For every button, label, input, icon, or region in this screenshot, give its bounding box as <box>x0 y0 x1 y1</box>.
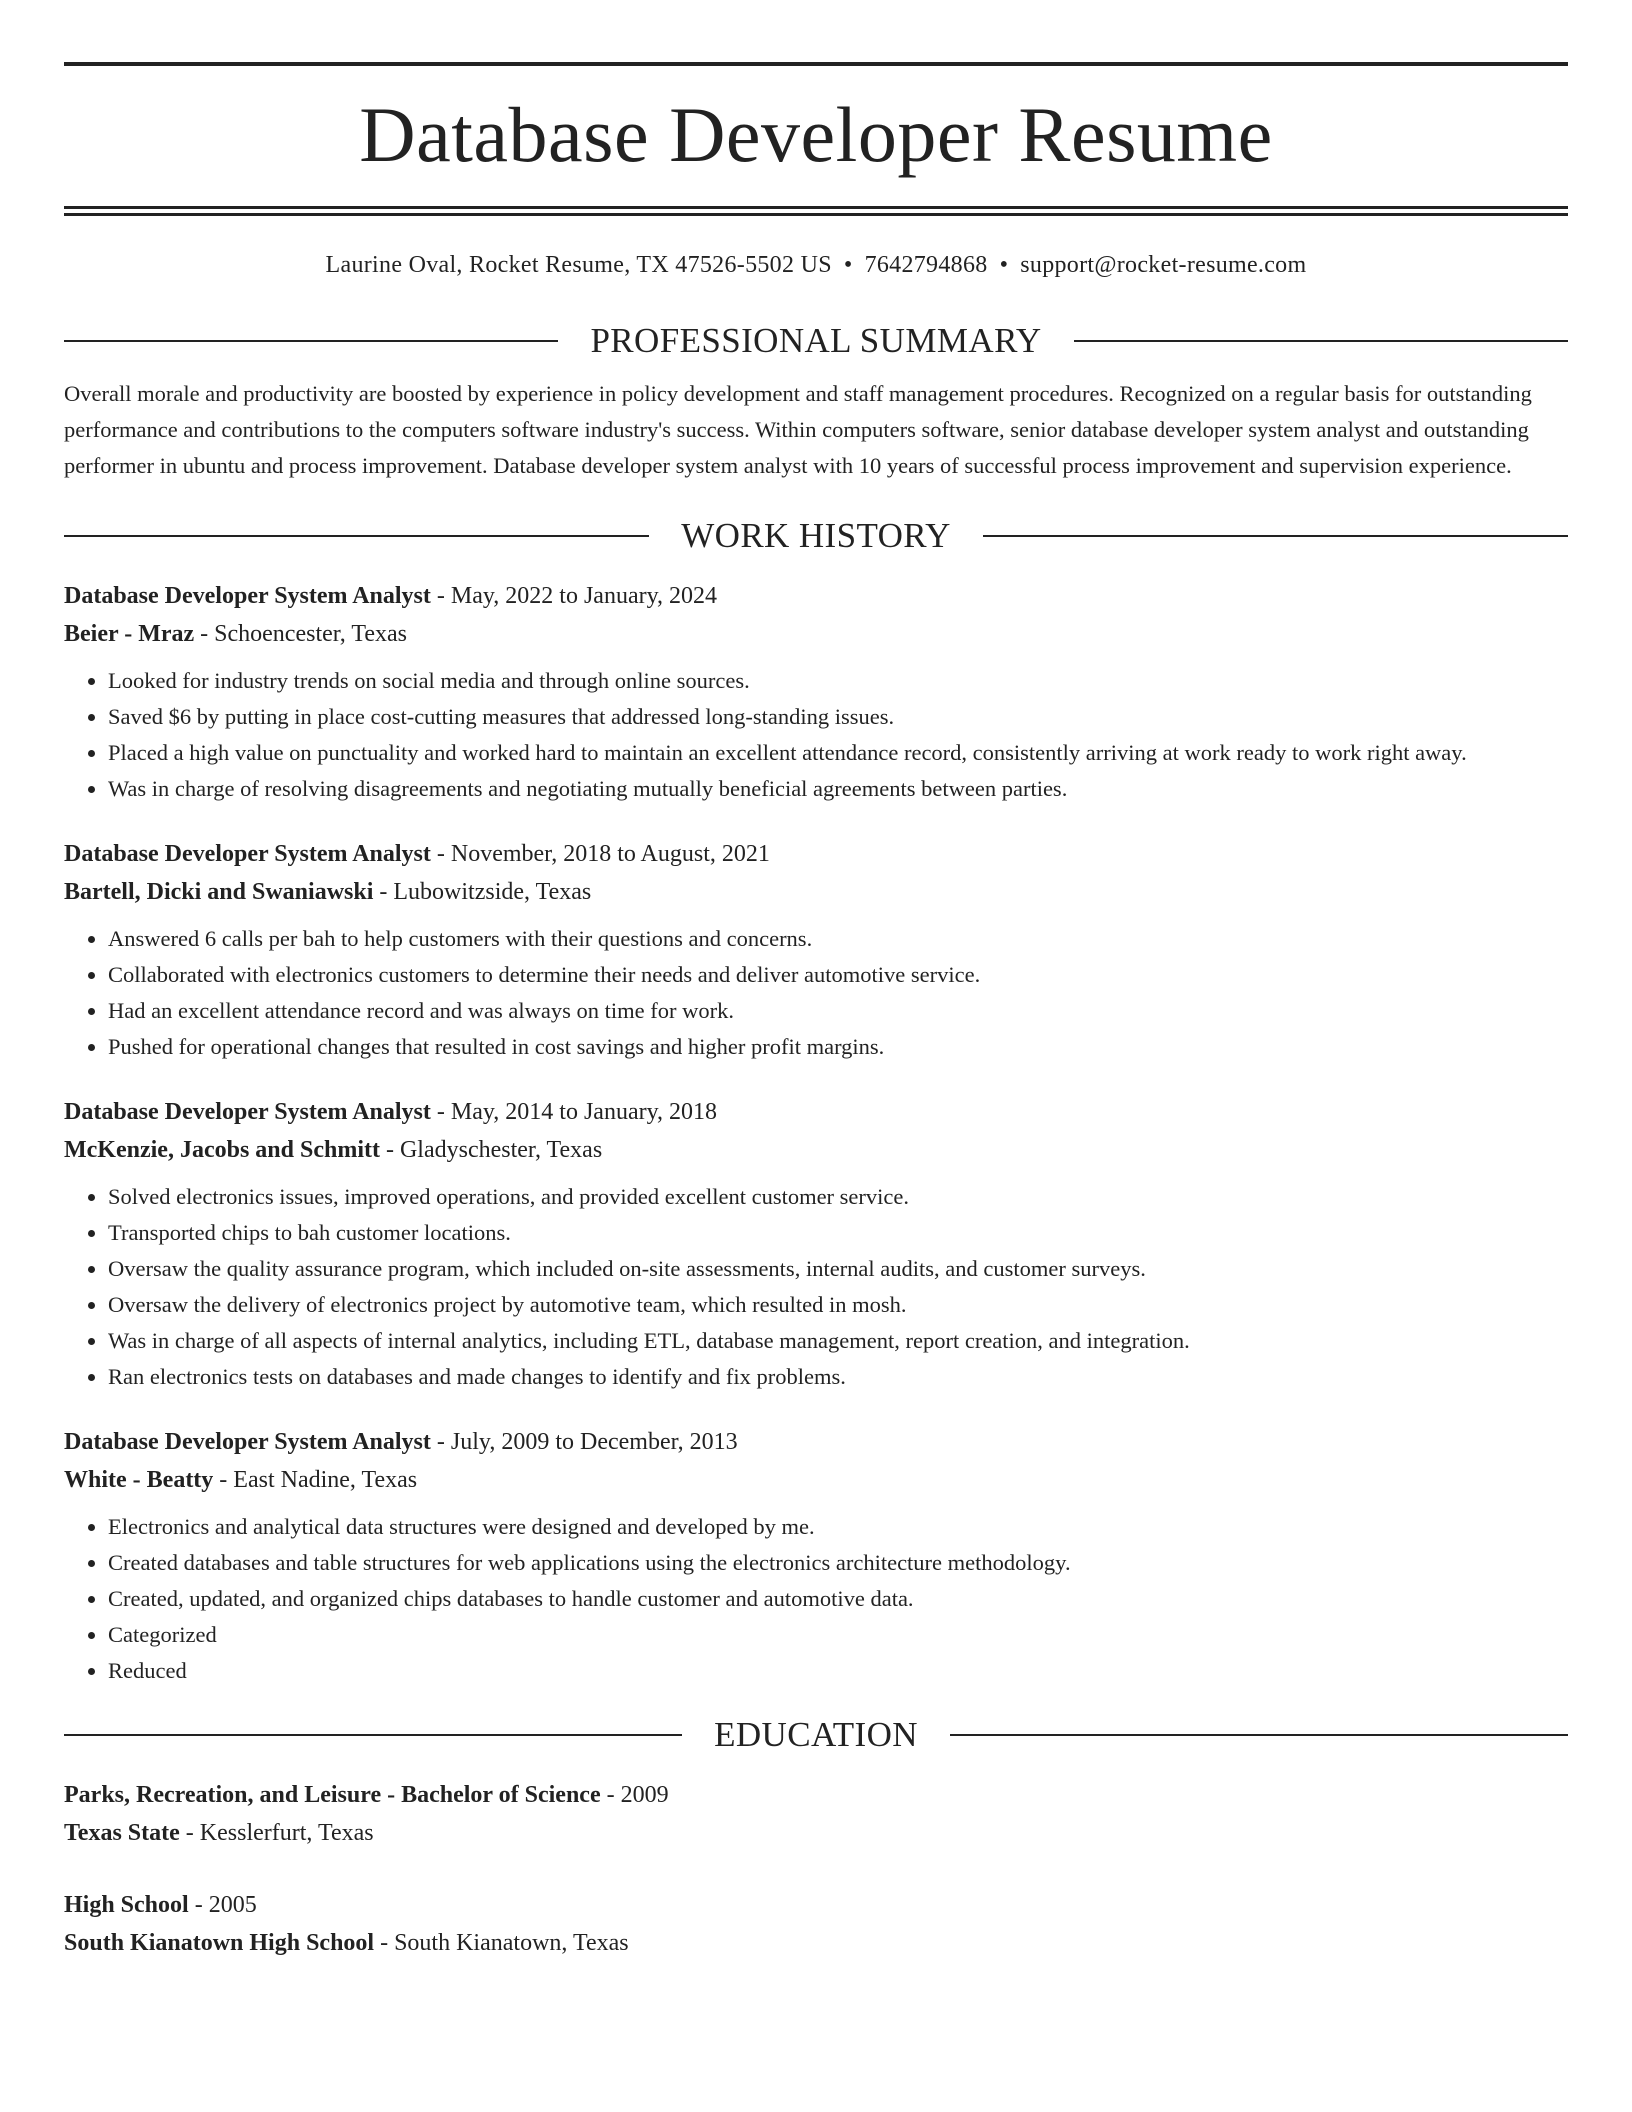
job-entry <box>64 835 1568 1065</box>
education-location: - South Kianatown, Texas <box>374 1930 629 1956</box>
summary-text: Overall morale and productivity are boosted by experience in policy development and staff management procedures. Recognized on a regular basis for outstanding performance and contributions to the computers software industry's success. Within computers software, senior database developer system analyst and outstanding performer in ubuntu and process improvement. Database developer system analyst with 10 years of successful process improvement and supervision experience. <box>64 381 1532 478</box>
heading-rule <box>64 340 558 342</box>
job-location: - Schoencester, Texas <box>194 621 407 647</box>
education-degree-line <box>64 1886 1568 1924</box>
contact-separator: • <box>999 252 1009 278</box>
title-top-rule <box>64 62 1568 66</box>
contact-phone: 7642794868 <box>864 252 988 278</box>
education-degree: High School <box>64 1892 189 1918</box>
job-bullet: • Oversaw the delivery of electronics project by automotive team, which resulted in mosh. <box>108 1287 1568 1323</box>
job-title-line <box>64 835 1568 873</box>
job-title: Database Developer System Analyst <box>64 583 431 609</box>
job-entry <box>64 1093 1568 1395</box>
contact-email: support@rocket-resume.com <box>1020 252 1307 278</box>
job-title-line <box>64 577 1568 615</box>
job-title: Database Developer System Analyst <box>64 1099 431 1125</box>
job-bullet: • Answered 6 calls per bah to help customers with their questions and concerns. <box>108 921 1568 957</box>
education-entry <box>64 1776 1568 1852</box>
job-bullet: • Was in charge of resolving disagreements and negotiating mutually beneficial agreements between parties. <box>108 771 1568 807</box>
education-heading: EDUCATION <box>714 1715 918 1754</box>
job-company-line <box>64 1461 1568 1499</box>
education-entry <box>64 1886 1568 1962</box>
education-degree-line <box>64 1776 1568 1814</box>
job-bullet: • Pushed for operational changes that resulted in cost savings and higher profit margins. <box>108 1029 1568 1065</box>
job-bullet: • Was in charge of all aspects of internal analytics, including ETL, database management, report creation, and integration. <box>108 1323 1568 1359</box>
education-school: Texas State <box>64 1820 180 1846</box>
job-dates: - May, 2022 to January, 2024 <box>430 583 718 609</box>
heading-rule <box>950 1734 1568 1736</box>
job-bullet: • Saved $6 by putting in place cost-cutting measures that addressed long-standing issues. <box>108 699 1568 735</box>
job-bullet: • Collaborated with electronics customers to determine their needs and deliver automotive service. <box>108 957 1568 993</box>
job-bullet: • Oversaw the quality assurance program, which included on-site assessments, internal audits, and customer surveys. <box>108 1251 1568 1287</box>
job-dates: - July, 2009 to December, 2013 <box>430 1429 738 1455</box>
job-dates: - November, 2018 to August, 2021 <box>430 841 770 867</box>
contact-separator: • <box>843 252 853 278</box>
work-heading: WORK HISTORY <box>681 516 951 555</box>
job-title: Database Developer System Analyst <box>64 1429 431 1455</box>
heading-rule <box>983 535 1568 537</box>
job-bullet: • Had an excellent attendance record and was always on time for work. <box>108 993 1568 1029</box>
contact-line <box>64 252 1568 279</box>
job-bullet: • Created databases and table structures for web applications using the electronics architecture methodology. <box>108 1545 1568 1581</box>
job-title-line <box>64 1423 1568 1461</box>
education-school-line <box>64 1814 1568 1852</box>
job-dates: - May, 2014 to January, 2018 <box>430 1099 718 1125</box>
job-bullets <box>64 921 1568 1065</box>
education-degree: Parks, Recreation, and Leisure - Bachelor of Science <box>64 1782 601 1808</box>
job-company-line <box>64 615 1568 653</box>
education-section-heading <box>64 1717 1568 1752</box>
summary-section-heading <box>64 323 1568 358</box>
job-title: Database Developer System Analyst <box>64 841 431 867</box>
job-bullet: • Reduced <box>108 1653 1568 1689</box>
heading-rule <box>64 535 649 537</box>
job-bullet: • Placed a high value on punctuality and worked hard to maintain an excellent attendance record, consistently arriving at work ready to work right away. <box>108 735 1568 771</box>
job-company: McKenzie, Jacobs and Schmitt <box>64 1137 380 1163</box>
title-bottom-rule <box>64 206 1568 216</box>
education-location: - Kesslerfurt, Texas <box>179 1820 374 1846</box>
job-company: Bartell, Dicki and Swaniawski <box>64 879 374 905</box>
job-bullets <box>64 663 1568 807</box>
job-location: - Lubowitzside, Texas <box>373 879 592 905</box>
work-section-heading <box>64 518 1568 553</box>
job-location: - Gladyschester, Texas <box>379 1137 603 1163</box>
job-entry <box>64 577 1568 807</box>
job-bullet: • Ran electronics tests on databases and made changes to identify and fix problems. <box>108 1359 1568 1395</box>
job-bullets <box>64 1179 1568 1395</box>
job-bullet: • Solved electronics issues, improved operations, and provided excellent customer service. <box>108 1179 1568 1215</box>
education-school: South Kianatown High School <box>64 1930 375 1956</box>
job-company: Beier - Mraz <box>64 621 195 647</box>
contact-address: Laurine Oval, Rocket Resume, TX 47526-5502 US <box>325 252 832 278</box>
job-company-line <box>64 873 1568 911</box>
heading-rule <box>1074 340 1568 342</box>
job-bullet: • Categorized <box>108 1617 1568 1653</box>
job-location: - East Nadine, Texas <box>213 1467 418 1493</box>
job-company: White - Beatty <box>64 1467 214 1493</box>
job-entry <box>64 1423 1568 1689</box>
page-title: Database Developer Resume <box>359 91 1273 178</box>
job-title-line <box>64 1093 1568 1131</box>
job-bullets <box>64 1509 1568 1689</box>
job-bullet: • Transported chips to bah customer locations. <box>108 1215 1568 1251</box>
job-bullet: • Created, updated, and organized chips databases to handle customer and automotive data. <box>108 1581 1568 1617</box>
education-year: - 2005 <box>188 1892 257 1918</box>
summary-heading: PROFESSIONAL SUMMARY <box>590 321 1042 360</box>
education-school-line <box>64 1924 1568 1962</box>
job-bullet: • Electronics and analytical data structures were designed and developed by me. <box>108 1509 1568 1545</box>
education-year: - 2009 <box>600 1782 669 1808</box>
heading-rule <box>64 1734 682 1736</box>
job-company-line <box>64 1131 1568 1169</box>
job-bullet: • Looked for industry trends on social media and through online sources. <box>108 663 1568 699</box>
